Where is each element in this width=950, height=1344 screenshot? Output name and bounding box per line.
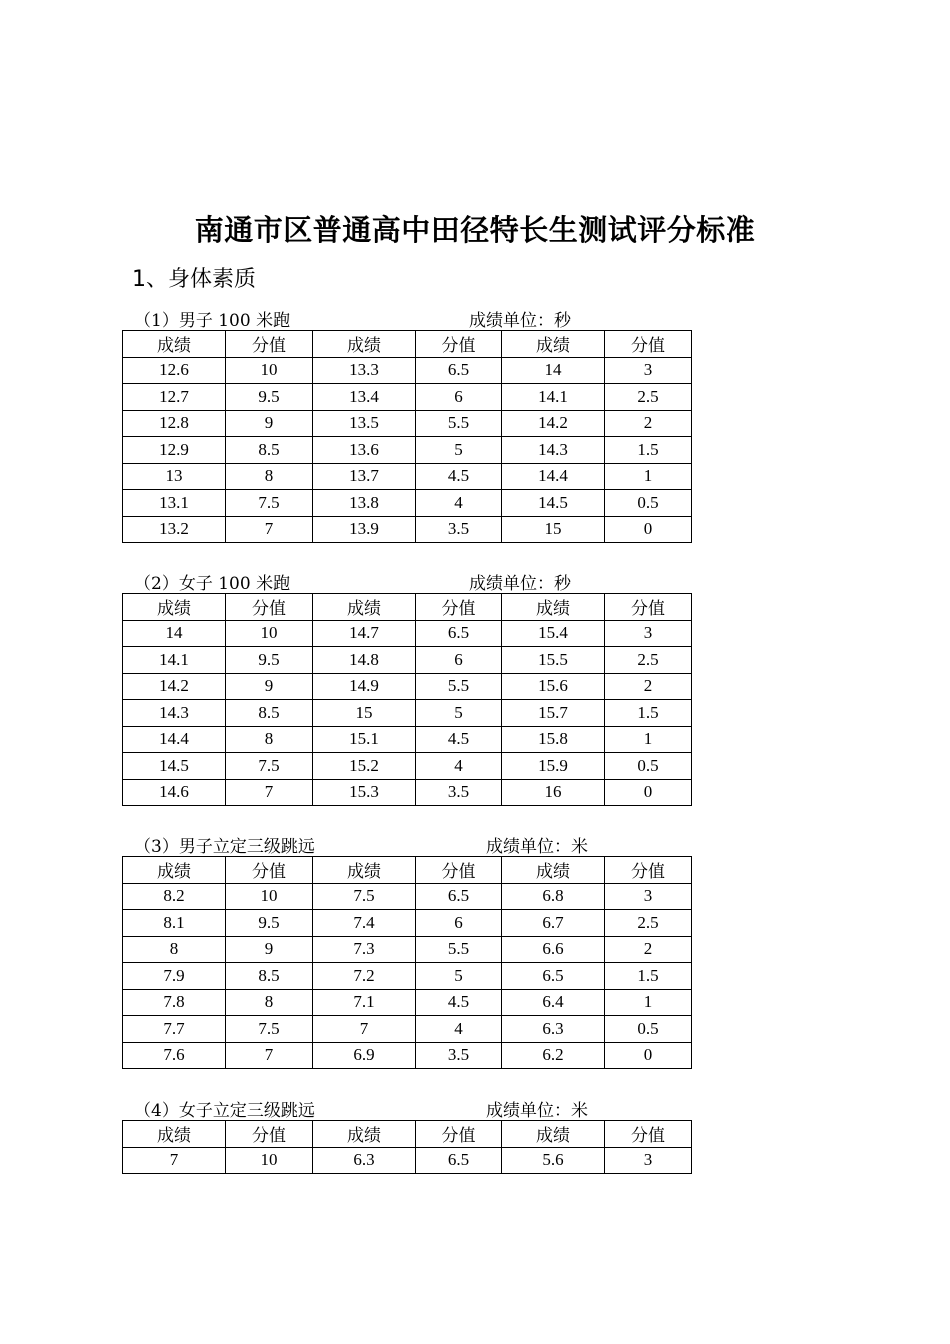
table-caption: （3）男子立定三级跳远	[134, 837, 315, 857]
table-row	[123, 1042, 692, 1069]
points-cell: 1	[605, 726, 692, 753]
score-cell: 8.1	[123, 910, 226, 937]
score-cell: 16	[502, 779, 605, 806]
points-cell: 1	[605, 989, 692, 1016]
score-cell: 14.7	[313, 620, 416, 647]
points-cell: 7	[226, 779, 313, 806]
score-cell: 7.2	[313, 963, 416, 990]
points-cell: 6.5	[416, 1147, 502, 1174]
points-cell: 0.5	[605, 753, 692, 780]
score-cell: 6.3	[502, 1016, 605, 1043]
table-unit: 成绩单位：米	[486, 1101, 588, 1121]
header-points: 分值	[226, 331, 313, 358]
header-score: 成绩	[502, 857, 605, 884]
score-cell: 14.9	[313, 673, 416, 700]
score-cell: 14.2	[502, 410, 605, 437]
score-cell: 12.7	[123, 384, 226, 411]
score-cell: 7.5	[313, 883, 416, 910]
header-points: 分值	[226, 1121, 313, 1148]
header-score: 成绩	[123, 331, 226, 358]
points-cell: 2	[605, 673, 692, 700]
header-score: 成绩	[502, 1121, 605, 1148]
points-cell: 4	[416, 490, 502, 517]
score-cell: 8.2	[123, 883, 226, 910]
table-caption: （2）女子 100 米跑	[134, 574, 291, 594]
score-cell: 15.8	[502, 726, 605, 753]
table-unit: 成绩单位：秒	[469, 574, 571, 594]
points-cell: 7	[226, 516, 313, 543]
points-cell: 3	[605, 620, 692, 647]
header-points: 分值	[605, 1121, 692, 1148]
points-cell: 1.5	[605, 963, 692, 990]
table-row	[123, 357, 692, 384]
score-cell: 13.1	[123, 490, 226, 517]
points-cell: 8.5	[226, 437, 313, 464]
header-score: 成绩	[313, 331, 416, 358]
score-cell: 15.7	[502, 700, 605, 727]
table-row	[123, 910, 692, 937]
score-cell: 13.3	[313, 357, 416, 384]
points-cell: 0.5	[605, 490, 692, 517]
header-score: 成绩	[123, 857, 226, 884]
score-cell: 15.9	[502, 753, 605, 780]
table-row	[123, 883, 692, 910]
score-cell: 7.8	[123, 989, 226, 1016]
points-cell: 2.5	[605, 384, 692, 411]
score-cell: 6.5	[502, 963, 605, 990]
score-cell: 14.3	[502, 437, 605, 464]
score-cell: 15.6	[502, 673, 605, 700]
table-row	[123, 936, 692, 963]
header-score: 成绩	[123, 1121, 226, 1148]
points-cell: 0.5	[605, 1016, 692, 1043]
points-cell: 7.5	[226, 490, 313, 517]
points-cell: 10	[226, 1147, 313, 1174]
table-header-row	[123, 331, 692, 358]
header-score: 成绩	[313, 594, 416, 621]
header-score: 成绩	[502, 594, 605, 621]
score-cell: 13.7	[313, 463, 416, 490]
points-cell: 0	[605, 779, 692, 806]
score-cell: 14.3	[123, 700, 226, 727]
score-cell: 7	[123, 1147, 226, 1174]
table-caption: （4）女子立定三级跳远	[134, 1101, 315, 1121]
score-table	[122, 330, 692, 543]
points-cell: 9.5	[226, 910, 313, 937]
points-cell: 8	[226, 463, 313, 490]
score-table-block-men-100m	[122, 306, 692, 543]
points-cell: 2.5	[605, 910, 692, 937]
score-cell: 13.8	[313, 490, 416, 517]
points-cell: 7	[226, 1042, 313, 1069]
score-cell: 14.6	[123, 779, 226, 806]
score-cell: 7.4	[313, 910, 416, 937]
header-score: 成绩	[123, 594, 226, 621]
score-cell: 14.5	[502, 490, 605, 517]
points-cell: 4.5	[416, 989, 502, 1016]
table-header-row	[123, 1121, 692, 1148]
table-header-row	[123, 857, 692, 884]
table-row	[123, 437, 692, 464]
points-cell: 4	[416, 1016, 502, 1043]
points-cell: 7.5	[226, 753, 313, 780]
table-row	[123, 463, 692, 490]
table-caption: （1）男子 100 米跑	[134, 311, 291, 331]
score-cell: 7.3	[313, 936, 416, 963]
points-cell: 3.5	[416, 516, 502, 543]
points-cell: 9.5	[226, 384, 313, 411]
score-cell: 14	[123, 620, 226, 647]
score-cell: 7	[313, 1016, 416, 1043]
points-cell: 6.5	[416, 883, 502, 910]
score-cell: 13.9	[313, 516, 416, 543]
points-cell: 8	[226, 989, 313, 1016]
table-row	[123, 963, 692, 990]
points-cell: 3	[605, 883, 692, 910]
points-cell: 6	[416, 647, 502, 674]
score-cell: 15.2	[313, 753, 416, 780]
points-cell: 5	[416, 437, 502, 464]
score-cell: 6.6	[502, 936, 605, 963]
table-header-row	[123, 594, 692, 621]
table-row	[123, 989, 692, 1016]
table-row	[123, 1016, 692, 1043]
points-cell: 9	[226, 410, 313, 437]
table-row	[123, 490, 692, 517]
score-cell: 15.5	[502, 647, 605, 674]
points-cell: 10	[226, 883, 313, 910]
points-cell: 3.5	[416, 1042, 502, 1069]
header-score: 成绩	[313, 1121, 416, 1148]
score-cell: 6.2	[502, 1042, 605, 1069]
score-table	[122, 856, 692, 1069]
points-cell: 3	[605, 1147, 692, 1174]
score-cell: 13.5	[313, 410, 416, 437]
score-table-block-women-triple-jump	[122, 1096, 692, 1174]
header-points: 分值	[226, 857, 313, 884]
points-cell: 4	[416, 753, 502, 780]
score-cell: 6.7	[502, 910, 605, 937]
points-cell: 8	[226, 726, 313, 753]
section-heading: 1、身体素质	[132, 267, 256, 292]
table-row	[123, 700, 692, 727]
document-title: 南通市区普通高中田径特长生测试评分标准	[194, 213, 756, 247]
points-cell: 5.5	[416, 936, 502, 963]
points-cell: 10	[226, 620, 313, 647]
score-table-block-women-100m	[122, 569, 692, 806]
points-cell: 7.5	[226, 1016, 313, 1043]
points-cell: 3	[605, 357, 692, 384]
points-cell: 4.5	[416, 463, 502, 490]
score-cell: 13.4	[313, 384, 416, 411]
score-cell: 7.9	[123, 963, 226, 990]
header-points: 分值	[416, 1121, 502, 1148]
table-unit: 成绩单位：米	[486, 837, 588, 857]
score-cell: 6.3	[313, 1147, 416, 1174]
header-points: 分值	[416, 594, 502, 621]
points-cell: 5	[416, 700, 502, 727]
score-cell: 15.3	[313, 779, 416, 806]
score-cell: 6.8	[502, 883, 605, 910]
header-points: 分值	[416, 331, 502, 358]
score-cell: 15.1	[313, 726, 416, 753]
table-row	[123, 673, 692, 700]
points-cell: 0	[605, 1042, 692, 1069]
score-cell: 5.6	[502, 1147, 605, 1174]
score-cell: 12.6	[123, 357, 226, 384]
points-cell: 4.5	[416, 726, 502, 753]
points-cell: 9.5	[226, 647, 313, 674]
points-cell: 10	[226, 357, 313, 384]
table-row	[123, 516, 692, 543]
points-cell: 2	[605, 410, 692, 437]
table-row	[123, 1147, 692, 1174]
score-cell: 14.4	[123, 726, 226, 753]
header-score: 成绩	[313, 857, 416, 884]
score-table	[122, 593, 692, 806]
score-cell: 6.4	[502, 989, 605, 1016]
score-table-block-men-triple-jump	[122, 832, 692, 1069]
points-cell: 6.5	[416, 357, 502, 384]
points-cell: 1	[605, 463, 692, 490]
points-cell: 1.5	[605, 437, 692, 464]
points-cell: 9	[226, 936, 313, 963]
points-cell: 9	[226, 673, 313, 700]
header-points: 分值	[226, 594, 313, 621]
score-cell: 15.4	[502, 620, 605, 647]
header-points: 分值	[605, 331, 692, 358]
table-row	[123, 620, 692, 647]
score-cell: 15	[502, 516, 605, 543]
table-row	[123, 647, 692, 674]
table-row	[123, 410, 692, 437]
points-cell: 2.5	[605, 647, 692, 674]
score-cell: 7.6	[123, 1042, 226, 1069]
score-cell: 12.8	[123, 410, 226, 437]
header-points: 分值	[605, 594, 692, 621]
table-row	[123, 753, 692, 780]
table-unit: 成绩单位：秒	[469, 311, 571, 331]
table-row	[123, 726, 692, 753]
header-points: 分值	[416, 857, 502, 884]
score-cell: 15	[313, 700, 416, 727]
table-row	[123, 779, 692, 806]
points-cell: 8.5	[226, 963, 313, 990]
points-cell: 5.5	[416, 673, 502, 700]
score-cell: 13.6	[313, 437, 416, 464]
score-cell: 13	[123, 463, 226, 490]
score-cell: 13.2	[123, 516, 226, 543]
score-cell: 6.9	[313, 1042, 416, 1069]
score-cell: 14.1	[123, 647, 226, 674]
points-cell: 1.5	[605, 700, 692, 727]
points-cell: 6.5	[416, 620, 502, 647]
table-row	[123, 384, 692, 411]
score-cell: 14.4	[502, 463, 605, 490]
points-cell: 6	[416, 910, 502, 937]
points-cell: 5.5	[416, 410, 502, 437]
points-cell: 8.5	[226, 700, 313, 727]
score-cell: 14.5	[123, 753, 226, 780]
points-cell: 6	[416, 384, 502, 411]
score-cell: 7.1	[313, 989, 416, 1016]
points-cell: 0	[605, 516, 692, 543]
score-table	[122, 1120, 692, 1174]
score-cell: 8	[123, 936, 226, 963]
score-cell: 14.1	[502, 384, 605, 411]
header-score: 成绩	[502, 331, 605, 358]
points-cell: 5	[416, 963, 502, 990]
score-cell: 12.9	[123, 437, 226, 464]
score-cell: 14	[502, 357, 605, 384]
score-cell: 14.8	[313, 647, 416, 674]
points-cell: 3.5	[416, 779, 502, 806]
header-points: 分值	[605, 857, 692, 884]
score-cell: 7.7	[123, 1016, 226, 1043]
points-cell: 2	[605, 936, 692, 963]
score-cell: 14.2	[123, 673, 226, 700]
